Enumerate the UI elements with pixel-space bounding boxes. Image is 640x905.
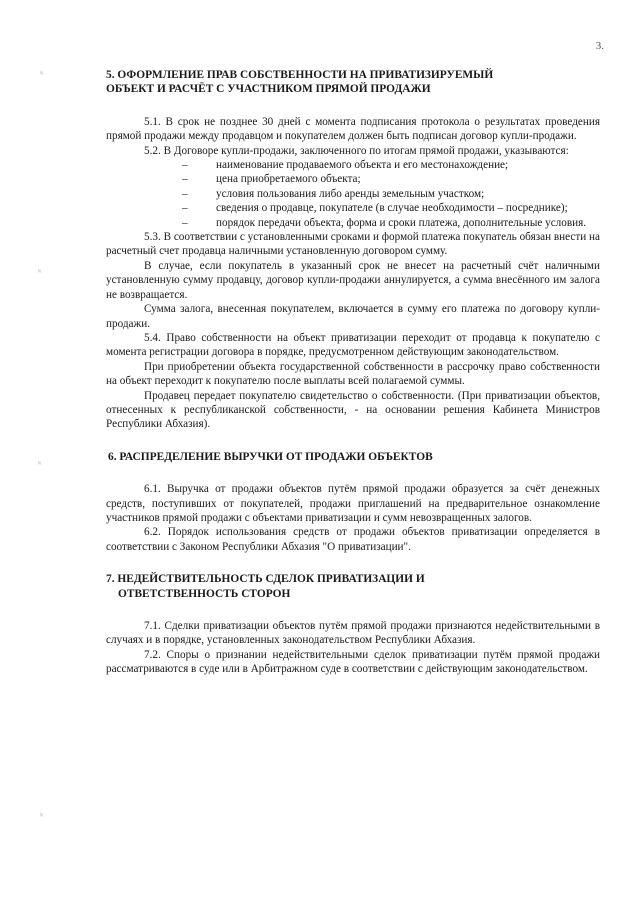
paragraph-6-2: 6.2. Порядок использования средств от продажи объектов приватизации определяется в соответствии с Законом Республики Абхазия "О приватизации". — [106, 526, 600, 553]
paragraph-5-3-b: В случае, если покупатель в указанный срок не внесет на расчетный счёт наличными установленную сумму продавцу, договор купли-продажи аннулируется, а сумма внесённого им залога не возвращается. — [106, 259, 600, 301]
paragraph-5-4: 5.4. Право собственности на объект приватизации переходит от продавца к покупателю с момента регистрации договора в порядке, предусмотренном действующим законодательством. — [106, 331, 600, 359]
list-item: – сведения о продавце, покупателе (в случае необходимости – посреднике); — [182, 202, 568, 215]
list-item: – порядок передачи объекта, форма и сроки платежа, дополнительные условия. — [182, 216, 587, 229]
paragraph-7-1: 7.1. Сделки приватизации объектов путём прямой продажи признаются недействительными в случаях и в порядке, установленных законодательством Республики Абхазия. — [106, 620, 600, 647]
paragraph-5-2: 5.2. В Договоре купли-продажи, заключенного по итогам прямой продажи, указываются: — [144, 144, 569, 157]
list-item-text: порядок передачи объекта, форма и сроки платежа, дополнительные условия. — [216, 216, 587, 229]
margin-mark: ᵏ — [40, 70, 45, 81]
document-body — [106, 68, 600, 677]
list-item-text: цена приобретаемого объекта; — [216, 173, 361, 186]
paragraph-5-3: 5.3. В соответствии с установленными сроками и формой платежа покупатель обязан внести на расчетный счет продавца наличными установленную договором сумму. — [106, 231, 601, 258]
paragraph-6-1: 6.1. Выручка от продажи объектов путём прямой продажи образуется за счёт денежных средств, поступивших от покупателей, продажи приглашений на предварительное ознакомление участников прямой продажи с объектами приватизации и сумм невозвращенных залогов. — [106, 483, 600, 524]
section-7-title-line1: 7. НЕДЕЙСТВИТЕЛЬНОСТЬ СДЕЛОК ПРИВАТИЗАЦИИ И — [106, 573, 425, 586]
list-item: – наименование продаваемого объекта и его местонахождение; — [182, 159, 509, 172]
margin-mark: ᵏ — [38, 460, 43, 471]
paragraph-5-4-c: Продавец передает покупателю свидетельство о собственности. (При приватизации объектов, отнесенных к республиканской собственности, - на основании решения Кабинета Министров Республики Абхазия). — [106, 389, 600, 431]
paragraph-7-2: 7.2. Споры о признании недействительными сделок приватизации путём прямой продажи рассматриваются в суде или в Арбитражном суде в соответствии с действующим законодательством. — [106, 648, 600, 676]
list-item: – условия пользования либо аренды земельным участком; — [182, 187, 485, 200]
list-item-text: сведения о продавце, покупателе (в случае необходимости – посреднике); — [216, 202, 568, 215]
margin-mark: ᵏ — [40, 812, 45, 823]
paragraph-5-4-b: При приобретении объекта государственной собственности в рассрочку право собственности на объект переходит к покупателю после выплаты всей полагаемой суммы. — [106, 360, 600, 388]
list-item: – цена приобретаемого объекта; — [182, 173, 361, 186]
paragraph-5-3-c: Сумма залога, внесенная покупателем, включается в сумму его платежа по договору купли-продажи. — [106, 303, 600, 330]
contract-items-list — [106, 158, 600, 230]
list-item-text: наименование продаваемого объекта и его местонахождение; — [216, 159, 509, 172]
section-6-title: 6. РАСПРЕДЕЛЕНИЕ ВЫРУЧКИ ОТ ПРОДАЖИ ОБЪЕКТОВ — [108, 450, 433, 463]
paragraph-5-1: 5.1. В срок не позднее 30 дней с момента подписания протокола о результатах проведения прямой продажи между продавцом и покупателем должен быть подписан договор купли-продажи. — [106, 115, 600, 143]
page-number: 3. — [595, 40, 604, 52]
margin-mark: ᵏ — [38, 268, 43, 279]
section-5-title-line2: ОБЪЕКТ И РАСЧЁТ С УЧАСТНИКОМ ПРЯМОЙ ПРОДАЖИ — [106, 83, 431, 96]
section-5-title — [106, 68, 600, 97]
section-7-title-line2: ОТВЕТСТВЕННОСТЬ СТОРОН — [118, 587, 291, 600]
section-7-title — [106, 572, 600, 601]
section-5-title-line1: 5. ОФОРМЛЕНИЕ ПРАВ СОБСТВЕННОСТИ НА ПРИВАТИЗИРУЕМЫЙ — [106, 69, 494, 81]
list-item-text: условия пользования либо аренды земельным участком; — [216, 187, 485, 200]
